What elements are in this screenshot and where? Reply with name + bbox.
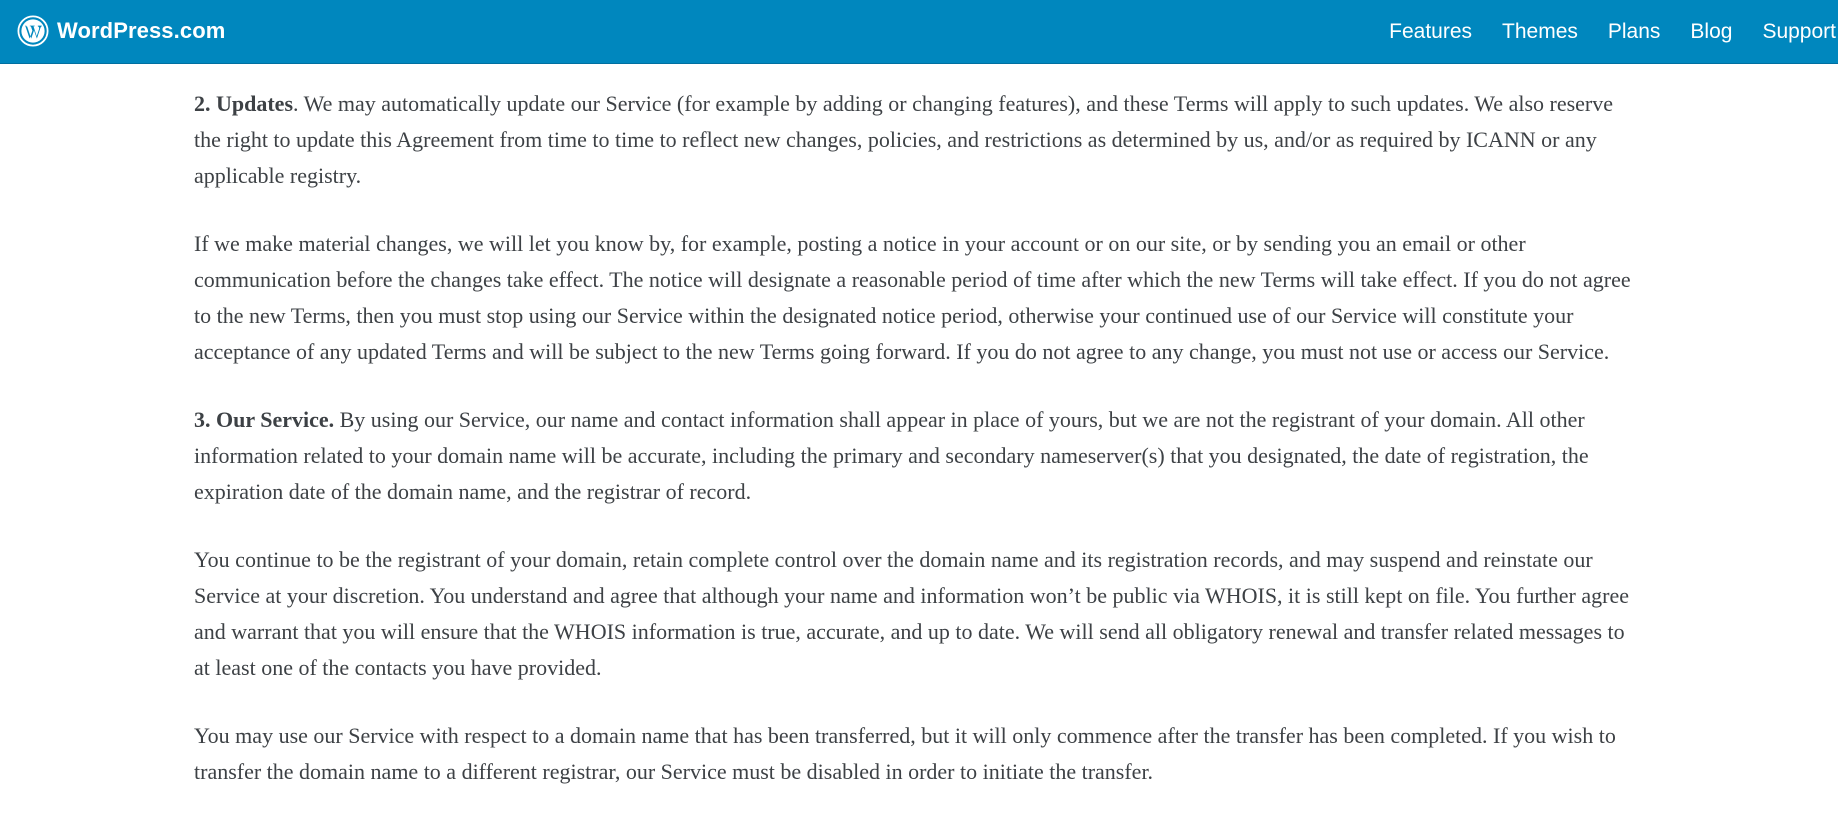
nav-blog[interactable]: Blog — [1690, 20, 1733, 43]
section-heading-updates: 2. Updates — [194, 91, 294, 116]
main-nav — [1359, 0, 1838, 64]
paragraph-text: You may use our Service with respect to a domain name that has been transferred, but it will only commence after the transfer has been completed. If you wish to transfer the domain name to a different registrar, our Service must be disabled in order to initiate the transfer. — [194, 723, 1616, 784]
paragraph-text: By using our Service, our name and contact information shall appear in place of yours, but we are not the registrant of your domain. All other information related to your domain name will be accurate, including the primary and secondary nameserver(s) that you designated, the date of registration, the expiration date of the domain name, and the registrar of record. — [194, 407, 1589, 504]
nav-themes[interactable]: Themes — [1502, 20, 1578, 43]
top-navigation-bar — [0, 0, 1838, 64]
section-updates-paragraph — [194, 86, 1634, 194]
domain-transfer-paragraph — [194, 718, 1634, 790]
brand-name: WordPress.com — [57, 18, 226, 43]
registrant-control-paragraph — [194, 542, 1634, 686]
paragraph-text: You continue to be the registrant of your domain, retain complete control over the domain name and its registration records, and may suspend and reinstate our Service at your discretion. You understand and agree that although your name and information won’t be public via WHOIS, it is still kept on file. You further agree and warrant that you will ensure that the WHOIS information is true, accurate, and up to date. We will send all obligatory renewal and transfer related messages to at least one of the contacts you have provided. — [194, 547, 1629, 680]
section-heading-our-service: 3. Our Service. — [194, 407, 335, 432]
nav-support[interactable]: Support — [1762, 20, 1836, 43]
paragraph-text: . We may automatically update our Service (for example by adding or changing features), and these Terms will apply to such updates. We also reserve the right to update this Agreement from time to time to reflect new changes, policies, and restrictions as determined by us, and/or as required by ICANN or any applicable registry. — [194, 91, 1614, 188]
nav-plans[interactable]: Plans — [1607, 20, 1661, 43]
wordpress-logo-icon — [17, 15, 49, 47]
terms-content — [194, 86, 1634, 822]
nav-features[interactable]: Features — [1389, 20, 1473, 43]
section-our-service-paragraph — [194, 402, 1634, 510]
wordpress-home-link[interactable] — [17, 14, 225, 48]
paragraph-text: If we make material changes, we will let you know by, for example, posting a notice in your account or on our site, or by sending you an email or other communication before the changes take effect. The notice will designate a reasonable period of time after which the new Terms will take effect. If you do not agree to the new Terms, then you must stop using our Service within the designated notice period, otherwise your continued use of our Service will constitute your acceptance of any updated Terms and will be subject to the new Terms going forward. If you do not agree to any change, you must not use or access our Service. — [194, 231, 1631, 364]
material-changes-paragraph — [194, 226, 1634, 370]
